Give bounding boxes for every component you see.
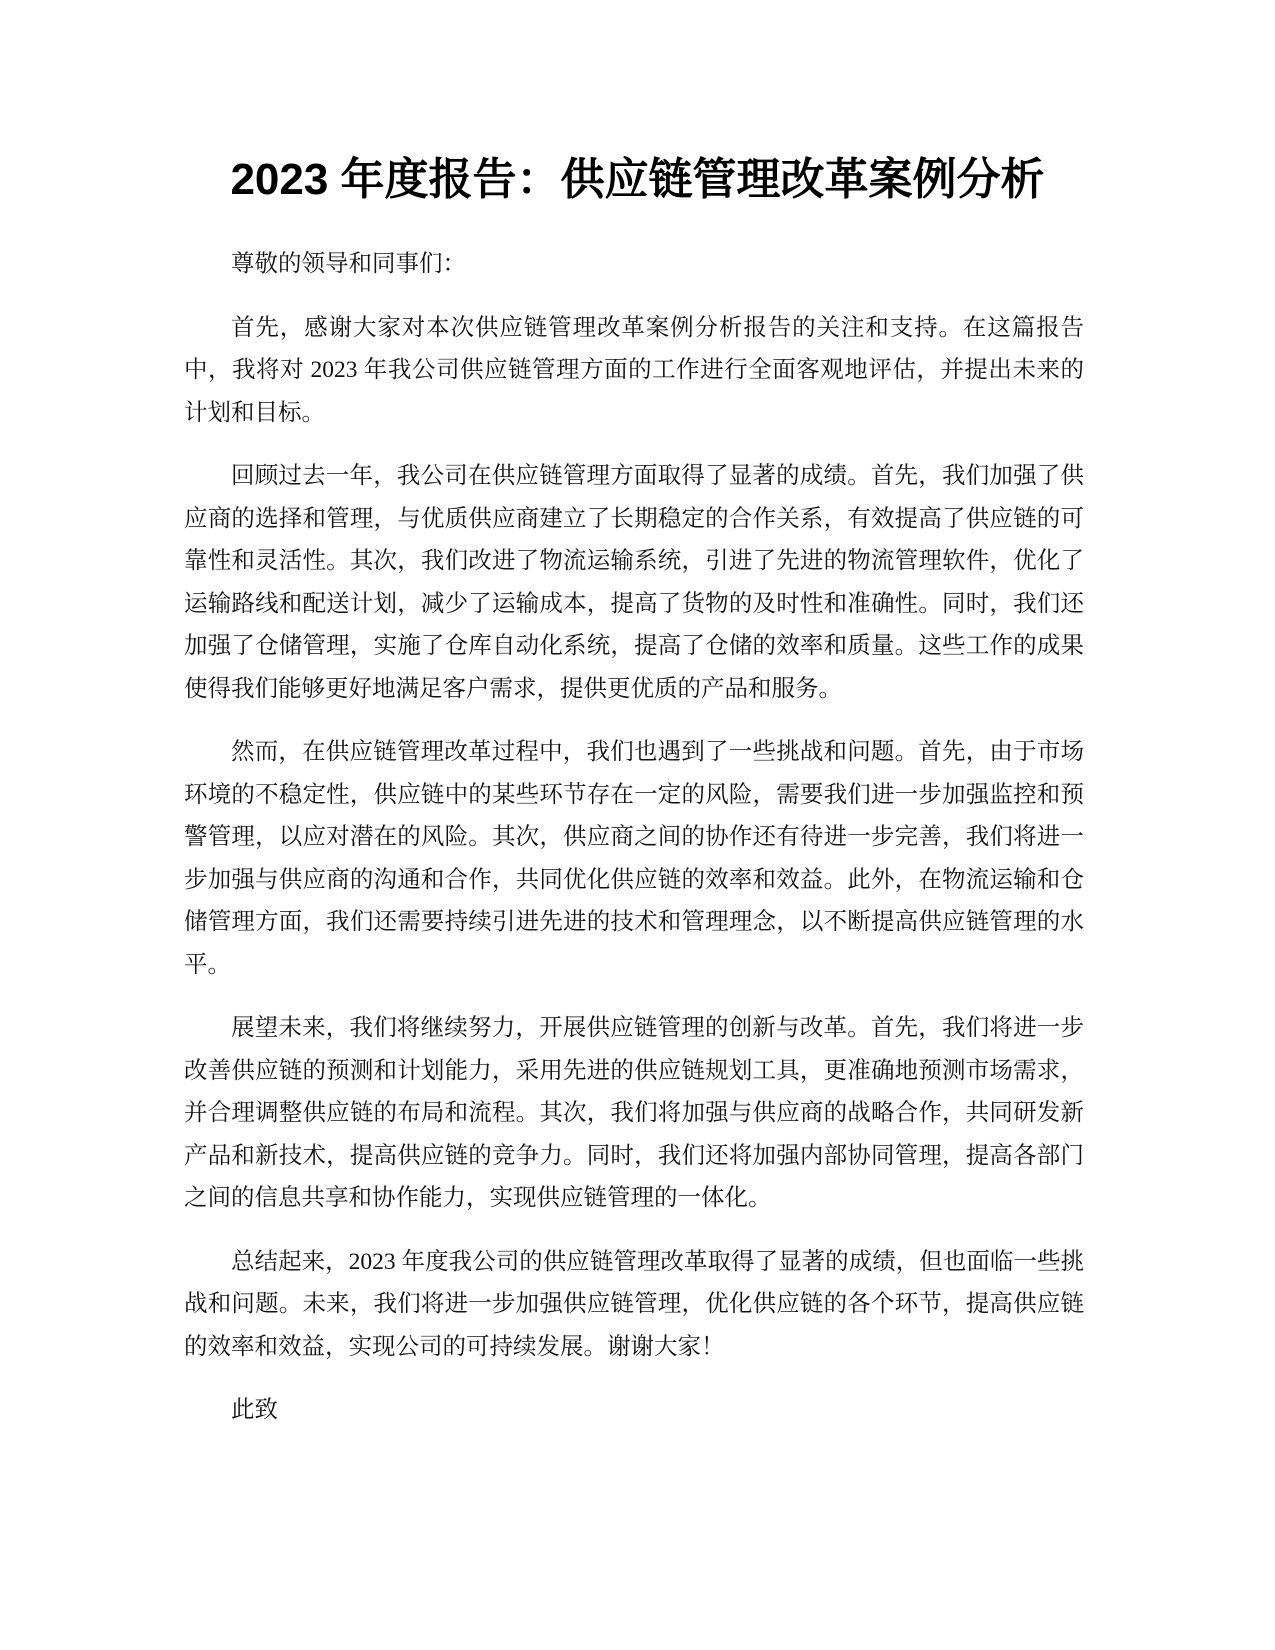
salutation: 尊敬的领导和同事们： — [231, 251, 466, 277]
paragraph-challenges: 然而，在供应链管理改革过程中，我们也遇到了一些挑战和问题。首先，由于市场环境的不稳定性，供应链中的某些环节存在一定的风险，需要我们进一步加强监控和预警管理，以应对潜在的风险。其次，供应商之间的协作还有待进一步完善，我们将进一步加强与供应商的沟通和合作，共同优化供应链的效率和效益。此外，在物流运输和仓储管理方面，我们还需要持续引进先进的技术和管理理念，以不断提高供应链管理的水平。 — [184, 739, 1084, 978]
document-body — [184, 243, 1084, 1453]
page-title: 2023 年度报告：供应链管理改革案例分析 — [230, 155, 1045, 204]
paragraph-outlook: 展望未来，我们将继续努力，开展供应链管理的创新与改革。首先，我们将进一步改善供应链的预测和计划能力，采用先进的供应链规划工具，更准确地预测市场需求，并合理调整供应链的布局和流程。其次，我们将加强与供应商的战略合作，共同研发新产品和新技术，提高供应链的竞争力。同时，我们还将加强内部协同管理，提高各部门之间的信息共享和协作能力，实现供应链管理的一体化。 — [184, 1015, 1084, 1211]
paragraph-review: 回顾过去一年，我公司在供应链管理方面取得了显著的成绩。首先，我们加强了供应商的选择和管理，与优质供应商建立了长期稳定的合作关系，有效提高了供应链的可靠性和灵活性。其次，我们改进了物流运输系统，引进了先进的物流管理软件，优化了运输路线和配送计划，减少了运输成本，提高了货物的及时性和准确性。同时，我们还加强了仓储管理，实施了仓库自动化系统，提高了仓储的效率和质量。这些工作的成果使得我们能够更好地满足客户需求，提供更优质的产品和服务。 — [184, 463, 1084, 702]
paragraph-summary: 总结起来，2023 年度我公司的供应链管理改革取得了显著的成绩，但也面临一些挑战和问题。未来，我们将进一步加强供应链管理，优化供应链的各个环节，提高供应链的效率和效益，实现公司的可持续发展。谢谢大家！ — [184, 1248, 1084, 1360]
closing: 此致 — [231, 1397, 278, 1423]
paragraph-intro: 首先，感谢大家对本次供应链管理改革案例分析报告的关注和支持。在这篇报告中，我将对 2023 年我公司供应链管理方面的工作进行全面客观地评估，并提出未来的计划和目标。 — [184, 314, 1084, 426]
